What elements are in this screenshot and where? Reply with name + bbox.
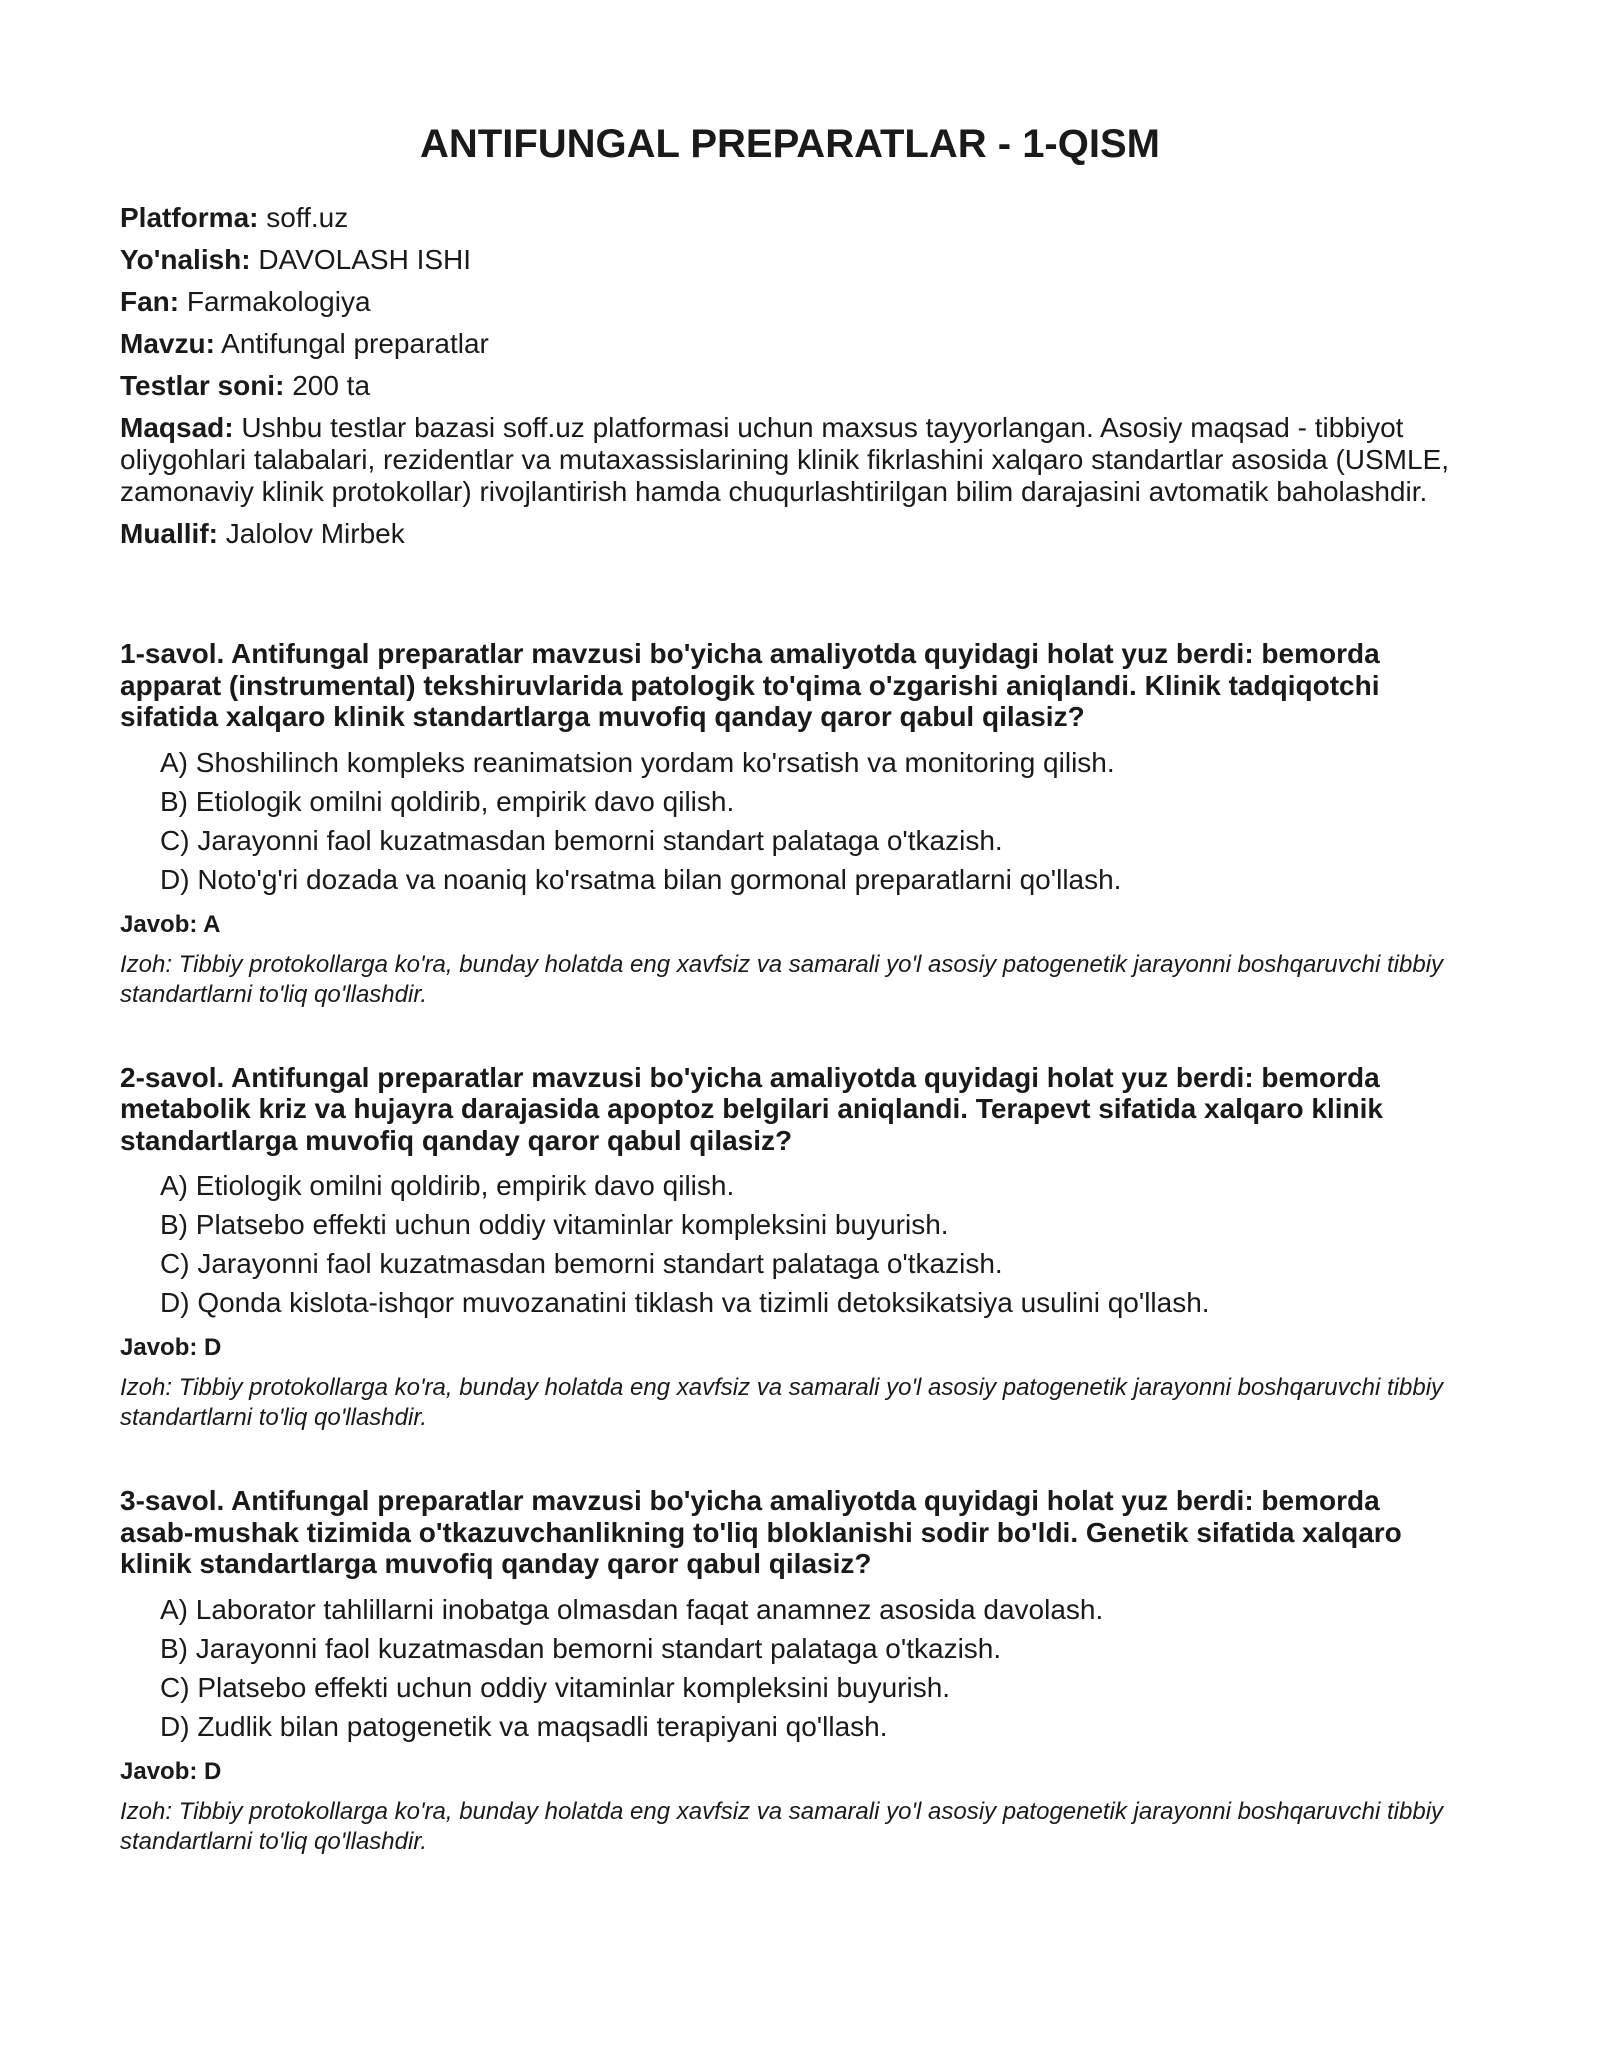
option-d: D) Noto'g'ri dozada va noaniq ko'rsatma bilan gormonal preparatlarni qo'llash.	[160, 863, 1122, 895]
meta-key: Platforma:	[120, 202, 259, 233]
option-c: C) Jarayonni faol kuzatmasdan bemorni standart palataga o'tkazish.	[160, 824, 1003, 856]
option-b: B) Jarayonni faol kuzatmasdan bemorni standart palataga o'tkazish.	[160, 1632, 1002, 1664]
answer-options	[120, 747, 1460, 896]
answer-key: Javob: D	[120, 1334, 222, 1361]
meta-topic	[120, 328, 1460, 360]
option-a: A) Shoshilinch kompleks reanimatsion yordam ko'rsatish va monitoring qilish.	[160, 746, 1115, 778]
meta-value: Farmakologiya	[186, 286, 371, 317]
option-a: A) Laborator tahlillarni inobatga olmasdan faqat anamnez asosida davolash.	[160, 1593, 1104, 1625]
meta-value: 200 ta	[292, 370, 371, 401]
meta-subject	[120, 286, 1460, 318]
meta-test-count	[120, 370, 1460, 402]
meta-key: Fan:	[120, 286, 180, 317]
explanation: Izoh: Tibbiy protokollarga ko'ra, bunday holatda eng xavfsiz va samarali yo'l asosiy patogenetik jarayonni boshqaruvchi tibbiy standartlarni to'liq qo'llashdir.	[120, 950, 1444, 1008]
meta-purpose	[120, 412, 1460, 508]
meta-value: Antifungal preparatlar	[221, 328, 489, 359]
question-3	[120, 1485, 1460, 1857]
question-text: 1-savol. Antifungal preparatlar mavzusi bo'yicha amaliyotda quyidagi holat yuz berdi: bemorda apparat (instrumental) tekshiruvlarida patologik to'qima o'zgarishi aniqlandi. Klinik tadqiqotchi sifatida xalqaro klinik standartlarga muvofiq qanday qaror qabul qilasiz?	[120, 638, 1380, 732]
question-text: 3-savol. Antifungal preparatlar mavzusi bo'yicha amaliyotda quyidagi holat yuz berdi: bemorda asab-mushak tizimida o'tkazuvchanlikning to'liq bloklanishi sodir bo'ldi. Genetik sifatida xalqaro klinik standartlarga muvofiq qanday qaror qabul qilasiz?	[120, 1485, 1402, 1579]
meta-key: Maqsad:	[120, 412, 234, 443]
option-c: C) Platsebo effekti uchun oddiy vitaminlar kompleksini buyurish.	[160, 1671, 951, 1703]
answer-options	[120, 1170, 1460, 1319]
question-1	[120, 638, 1460, 1010]
explanation: Izoh: Tibbiy protokollarga ko'ra, bunday holatda eng xavfsiz va samarali yo'l asosiy patogenetik jarayonni boshqaruvchi tibbiy standartlarni to'liq qo'llashdir.	[120, 1374, 1444, 1431]
meta-key: Mavzu:	[120, 328, 215, 359]
answer-key: Javob: A	[120, 910, 221, 938]
meta-key: Yo'nalish:	[120, 244, 251, 275]
meta-key: Muallif:	[120, 518, 218, 549]
answer-options	[120, 1594, 1460, 1743]
document-page	[120, 120, 1460, 1857]
page-title: ANTIFUNGAL PREPARATLAR - 1-QISM	[420, 122, 1160, 166]
option-d: D) Qonda kislota-ishqor muvozanatini tiklash va tizimli detoksikatsiya usulini qo'llash.	[160, 1287, 1210, 1318]
explanation: Izoh: Tibbiy protokollarga ko'ra, bunday holatda eng xavfsiz va samarali yo'l asosiy patogenetik jarayonni boshqaruvchi tibbiy standartlarni to'liq qo'llashdir.	[120, 1797, 1444, 1855]
question-text: 2-savol. Antifungal preparatlar mavzusi bo'yicha amaliyotda quyidagi holat yuz berdi: bemorda metabolik kriz va hujayra darajasida apoptoz belgilari aniqlandi. Terapevt sifatida xalqaro klinik standartlarga muvofiq qanday qaror qabul qilasiz?	[120, 1061, 1383, 1156]
answer-key: Javob: D	[120, 1757, 222, 1785]
option-b: B) Etiologik omilni qoldirib, empirik davo qilish.	[160, 785, 735, 817]
meta-value: soff.uz	[266, 202, 349, 233]
metadata-section	[120, 202, 1460, 550]
meta-value: DAVOLASH ISHI	[258, 244, 472, 275]
option-a: A) Etiologik omilni qoldirib, empirik davo qilish.	[160, 1170, 735, 1201]
meta-author	[120, 518, 1460, 550]
meta-platform	[120, 202, 1460, 234]
question-2	[120, 1062, 1460, 1434]
option-d: D) Zudlik bilan patogenetik va maqsadli terapiyani qo'llash.	[160, 1710, 888, 1742]
option-b: B) Platsebo effekti uchun oddiy vitaminlar kompleksini buyurish.	[160, 1209, 949, 1240]
option-c: C) Jarayonni faol kuzatmasdan bemorni standart palataga o'tkazish.	[160, 1248, 1003, 1279]
meta-value: Ushbu testlar bazasi soff.uz platformasi uchun maxsus tayyorlangan. Asosiy maqsad - tibbiyot oliygohlari talabalari, rezidentlar va mutaxassislarining klinik fikrlashini xalqaro standartlar asosida (USMLE, zamonaviy klinik protokollar) rivojlantirish hamda chuqurlashtirilgan bilim darajasini avtomatik baholashdir.	[120, 412, 1450, 507]
meta-value: Jalolov Mirbek	[225, 518, 405, 549]
meta-direction	[120, 244, 1460, 276]
meta-key: Testlar soni:	[120, 370, 285, 401]
